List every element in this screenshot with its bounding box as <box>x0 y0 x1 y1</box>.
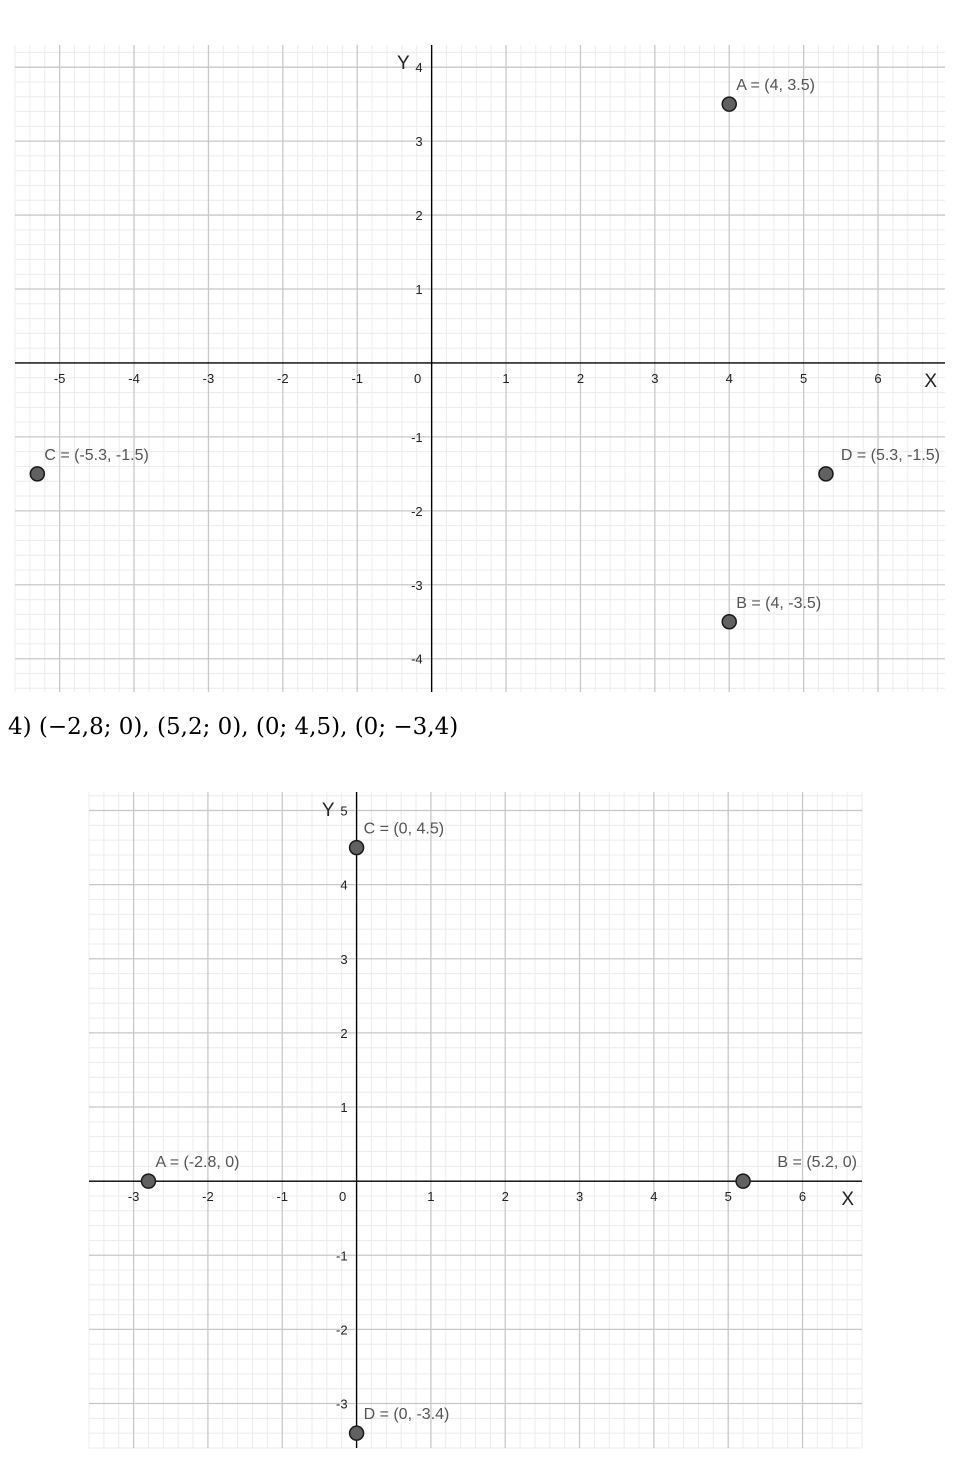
point-label-a: A = (-2.8, 0) <box>155 1154 240 1172</box>
y-tick-label: -1 <box>411 429 423 445</box>
y-tick-label: 3 <box>415 134 423 150</box>
x-tick-label: -1 <box>351 370 364 386</box>
point-a <box>722 97 736 111</box>
point-b <box>722 615 736 629</box>
point-a <box>141 1174 155 1188</box>
x-tick-label: 6 <box>874 370 882 386</box>
y-tick-label: -1 <box>336 1248 348 1264</box>
y-tick-label: -4 <box>411 651 423 667</box>
coordinate-plot-1 <box>0 0 960 700</box>
x-tick-label: 3 <box>651 370 659 386</box>
x-axis-label: X <box>924 370 937 392</box>
point-label-c: C = (0, 4.5) <box>363 820 445 838</box>
y-tick-label: -2 <box>336 1322 348 1338</box>
y-tick-label: 4 <box>340 877 348 893</box>
x-tick-label: -3 <box>202 370 215 386</box>
x-tick-label: -5 <box>53 370 66 386</box>
y-axis-label: Y <box>396 53 410 74</box>
problem-caption: 4) (−2,8; 0), (5,2; 0), (0; 4,5), (0; −3,4) <box>8 714 459 740</box>
y-tick-label: 2 <box>415 208 423 224</box>
y-tick-label: -2 <box>411 503 423 519</box>
x-tick-label: 1 <box>427 1189 435 1205</box>
x-tick-label: 5 <box>800 370 808 386</box>
x-tick-label: -4 <box>128 370 140 386</box>
x-tick-label: -1 <box>276 1189 289 1205</box>
y-tick-label: 1 <box>340 1100 348 1116</box>
x-tick-label: 4 <box>725 370 733 386</box>
x-tick-label: -2 <box>277 370 289 386</box>
x-tick-label: 4 <box>650 1189 658 1205</box>
point-label-c: C = (-5.3, -1.5) <box>44 446 149 464</box>
point-c <box>350 841 364 855</box>
y-tick-label: 2 <box>340 1025 348 1041</box>
x-tick-label: 3 <box>575 1189 584 1205</box>
point-label-b: B = (5.2, 0) <box>777 1154 857 1172</box>
x-tick-label: 5 <box>724 1189 732 1205</box>
point-d <box>350 1426 364 1440</box>
y-tick-label: -3 <box>411 577 423 593</box>
x-axis-label: X <box>841 1189 854 1211</box>
x-tick-label: 0 <box>338 1189 347 1205</box>
point-label-d: D = (5.3, -1.5) <box>840 446 940 464</box>
x-tick-label: 6 <box>798 1189 807 1205</box>
y-tick-label: 1 <box>415 282 423 298</box>
y-tick-label: 4 <box>415 60 423 76</box>
point-c <box>30 467 44 481</box>
coordinate-plot-2 <box>0 780 960 1459</box>
point-label-a: A = (4, 3.5) <box>736 77 815 95</box>
x-tick-label: 2 <box>501 1189 509 1205</box>
x-tick-label: 2 <box>576 370 585 386</box>
x-tick-label: -3 <box>127 1189 140 1205</box>
point-d <box>819 467 833 481</box>
point-label-d: D = (0, -3.4) <box>363 1406 450 1424</box>
y-tick-label: 3 <box>340 951 348 967</box>
y-tick-label: -3 <box>336 1396 348 1412</box>
y-tick-label: 5 <box>340 803 348 819</box>
x-tick-label: -2 <box>202 1189 214 1205</box>
point-label-b: B = (4, -3.5) <box>736 594 822 612</box>
grid-lines <box>89 792 862 1448</box>
point-b <box>736 1174 750 1188</box>
x-tick-label: 0 <box>414 370 422 386</box>
y-axis-label: Y <box>321 800 335 821</box>
x-tick-label: 1 <box>502 370 510 386</box>
